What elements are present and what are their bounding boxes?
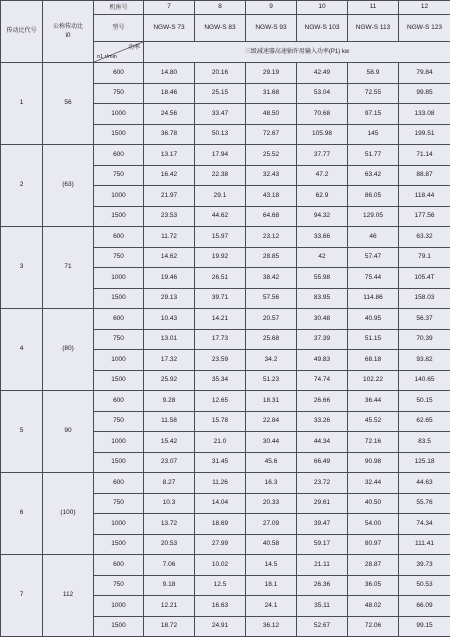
model-cell: NGW-S 103: [297, 15, 348, 42]
power-value-cell: 31.68: [246, 83, 297, 104]
power-value-cell: 23.72: [297, 473, 348, 494]
power-value-cell: 14.21: [195, 309, 246, 330]
power-value-cell: 32.44: [348, 473, 399, 494]
speed-cell: 1000: [94, 268, 144, 289]
power-value-cell: 53.04: [297, 83, 348, 104]
power-value-cell: 20.33: [246, 493, 297, 514]
table-row: [1, 63, 450, 84]
power-value-cell: 48.02: [348, 596, 399, 617]
ratio-code-cell: 5: [1, 391, 43, 473]
frame-cell: 7: [144, 1, 195, 15]
speed-cell: 1000: [94, 350, 144, 371]
power-value-cell: 10.02: [195, 555, 246, 576]
nominal-ratio-cell: (100): [43, 473, 94, 555]
power-value-cell: 23.07: [144, 452, 195, 473]
power-value-cell: 24.91: [195, 616, 246, 637]
power-value-cell: 145: [348, 124, 399, 145]
speed-cell: 600: [94, 473, 144, 494]
speed-cell: 1500: [94, 616, 144, 637]
power-value-cell: 64.68: [246, 206, 297, 227]
power-value-cell: 55.98: [297, 268, 348, 289]
power-value-cell: 48.50: [246, 104, 297, 125]
power-value-cell: 29.61: [297, 493, 348, 514]
power-value-cell: 59.17: [297, 534, 348, 555]
power-value-cell: 140.65: [399, 370, 450, 391]
speed-cell: 750: [94, 493, 144, 514]
power-value-cell: 31.45: [195, 452, 246, 473]
nominal-ratio-cell: 71: [43, 227, 94, 309]
frame-cell: 9: [246, 1, 297, 15]
power-value-cell: 99.15: [399, 616, 450, 637]
power-value-cell: 52.67: [297, 616, 348, 637]
speed-cell: 750: [94, 83, 144, 104]
power-value-cell: 111.41: [399, 534, 450, 555]
speed-cell: 1500: [94, 288, 144, 309]
nominal-ratio-header: [43, 1, 94, 63]
power-value-cell: 125.18: [399, 452, 450, 473]
power-value-cell: 26.66: [297, 391, 348, 412]
power-value-cell: 72.67: [246, 124, 297, 145]
power-value-cell: 38.42: [246, 268, 297, 289]
power-value-cell: 15.78: [195, 411, 246, 432]
power-value-cell: 51.23: [246, 370, 297, 391]
speed-cell: 1000: [94, 104, 144, 125]
power-value-cell: 58.9: [348, 63, 399, 84]
power-value-cell: 25.92: [144, 370, 195, 391]
power-value-cell: 50.15: [399, 391, 450, 412]
power-value-cell: 56.37: [399, 309, 450, 330]
power-value-cell: 17.73: [195, 329, 246, 350]
power-value-cell: 43.18: [246, 186, 297, 207]
power-value-cell: 15.97: [195, 227, 246, 248]
power-value-cell: 16.3: [246, 473, 297, 494]
nominal-ratio-symbol: i0: [43, 33, 93, 40]
power-value-cell: 46: [348, 227, 399, 248]
ratio-code-cell: 2: [1, 145, 43, 227]
header-row-frame: [1, 1, 450, 15]
power-value-cell: 55.76: [399, 493, 450, 514]
frame-cell: 10: [297, 1, 348, 15]
power-value-cell: 24.56: [144, 104, 195, 125]
power-value-cell: 37.77: [297, 145, 348, 166]
power-value-cell: 86.05: [348, 186, 399, 207]
power-value-cell: 12.65: [195, 391, 246, 412]
power-value-cell: 33.26: [297, 411, 348, 432]
model-cell: NGW-S 93: [246, 15, 297, 42]
ratio-code-cell: 3: [1, 227, 43, 309]
power-value-cell: 40.58: [246, 534, 297, 555]
power-value-cell: 36.12: [246, 616, 297, 637]
power-value-cell: 34.2: [246, 350, 297, 371]
power-value-cell: 72.55: [348, 83, 399, 104]
power-value-cell: 44.62: [195, 206, 246, 227]
power-value-cell: 25.68: [246, 329, 297, 350]
power-value-cell: 10.3: [144, 493, 195, 514]
power-value-cell: 70.39: [399, 329, 450, 350]
speed-cell: 750: [94, 575, 144, 596]
power-value-cell: 30.44: [246, 432, 297, 453]
power-value-cell: 19.92: [195, 247, 246, 268]
speed-cell: 600: [94, 309, 144, 330]
power-value-cell: 54.00: [348, 514, 399, 535]
power-value-cell: 57.56: [246, 288, 297, 309]
power-value-cell: 33.47: [195, 104, 246, 125]
power-value-cell: 118.44: [399, 186, 450, 207]
model-header: 型号: [94, 15, 144, 42]
power-value-cell: 39.73: [399, 555, 450, 576]
power-value-cell: 45.52: [348, 411, 399, 432]
power-value-cell: 39.71: [195, 288, 246, 309]
speed-cell: 750: [94, 411, 144, 432]
speed-unit-label: n1 r/min: [97, 55, 117, 61]
frame-cell: 8: [195, 1, 246, 15]
power-value-cell: 20.57: [246, 309, 297, 330]
power-value-cell: 40.95: [348, 309, 399, 330]
power-value-cell: 94.32: [297, 206, 348, 227]
frame-cell: 12: [399, 1, 450, 15]
power-value-cell: 44.63: [399, 473, 450, 494]
speed-cell: 750: [94, 165, 144, 186]
power-value-cell: 36.78: [144, 124, 195, 145]
power-value-cell: 62.65: [399, 411, 450, 432]
power-value-cell: 9.28: [144, 391, 195, 412]
nominal-ratio-cell: (63): [43, 145, 94, 227]
power-value-cell: 13.72: [144, 514, 195, 535]
power-value-cell: 36.44: [348, 391, 399, 412]
power-value-cell: 25.15: [195, 83, 246, 104]
power-value-cell: 14.5: [246, 555, 297, 576]
power-value-cell: 27.99: [195, 534, 246, 555]
power-value-cell: 11.72: [144, 227, 195, 248]
power-value-cell: 63.42: [348, 165, 399, 186]
nominal-ratio-header-text: 公称传动比: [43, 23, 93, 33]
table-row: [1, 555, 450, 576]
power-value-cell: 17.32: [144, 350, 195, 371]
power-value-cell: 105.98: [297, 124, 348, 145]
power-value-cell: 71.14: [399, 145, 450, 166]
speed-cell: 750: [94, 329, 144, 350]
power-value-cell: 66.09: [399, 596, 450, 617]
power-value-cell: 51.15: [348, 329, 399, 350]
power-value-cell: 72.06: [348, 616, 399, 637]
power-value-cell: 29.19: [246, 63, 297, 84]
power-value-cell: 14.80: [144, 63, 195, 84]
power-value-cell: 93.82: [399, 350, 450, 371]
power-value-cell: 25.52: [246, 145, 297, 166]
power-value-cell: 35.11: [297, 596, 348, 617]
power-value-cell: 7.06: [144, 555, 195, 576]
power-value-cell: 29.13: [144, 288, 195, 309]
power-value-cell: 83.95: [297, 288, 348, 309]
power-value-cell: 23.53: [144, 206, 195, 227]
power-value-cell: 62.9: [297, 186, 348, 207]
frame-no-header: 机座号: [94, 1, 144, 15]
power-value-cell: 17.94: [195, 145, 246, 166]
power-value-cell: 44.34: [297, 432, 348, 453]
speed-cell: 1000: [94, 186, 144, 207]
power-value-cell: 19.46: [144, 268, 195, 289]
table-row: [1, 309, 450, 330]
power-value-cell: 29.1: [195, 186, 246, 207]
power-value-cell: 45.6: [246, 452, 297, 473]
power-value-cell: 28.87: [348, 555, 399, 576]
power-value-cell: 51.77: [348, 145, 399, 166]
ratio-code-cell: 6: [1, 473, 43, 555]
power-note: 三级减速器高速轴许用输入功率(P1) kw: [144, 42, 450, 63]
nominal-ratio-cell: (80): [43, 309, 94, 391]
power-value-cell: 42: [297, 247, 348, 268]
power-value-cell: 18.69: [195, 514, 246, 535]
power-value-cell: 74.34: [399, 514, 450, 535]
power-value-cell: 23.59: [195, 350, 246, 371]
power-value-cell: 10.43: [144, 309, 195, 330]
speed-cell: 600: [94, 227, 144, 248]
model-cell: NGW-S 73: [144, 15, 195, 42]
power-value-cell: 66.49: [297, 452, 348, 473]
power-value-cell: 20.53: [144, 534, 195, 555]
power-value-cell: 80.97: [348, 534, 399, 555]
power-value-cell: 158.03: [399, 288, 450, 309]
power-value-cell: 12.5: [195, 575, 246, 596]
power-value-cell: 49.83: [297, 350, 348, 371]
speed-cell: 1500: [94, 206, 144, 227]
power-value-cell: 26.51: [195, 268, 246, 289]
table-row: [1, 391, 450, 412]
power-value-cell: 22.84: [246, 411, 297, 432]
power-value-cell: 9.18: [144, 575, 195, 596]
power-value-cell: 42.49: [297, 63, 348, 84]
power-value-cell: 21.97: [144, 186, 195, 207]
power-value-cell: 79.84: [399, 63, 450, 84]
power-value-cell: 24.1: [246, 596, 297, 617]
power-value-cell: 114.86: [348, 288, 399, 309]
power-value-cell: 50.53: [399, 575, 450, 596]
power-value-cell: 30.48: [297, 309, 348, 330]
power-value-cell: 18.46: [144, 83, 195, 104]
model-cell: NGW-S 113: [348, 15, 399, 42]
frame-cell: 11: [348, 1, 399, 15]
power-value-cell: 129.05: [348, 206, 399, 227]
power-value-cell: 12.21: [144, 596, 195, 617]
speed-cell: 1000: [94, 432, 144, 453]
power-value-cell: 32.43: [246, 165, 297, 186]
power-value-cell: 11.26: [195, 473, 246, 494]
table-row: [1, 227, 450, 248]
power-value-cell: 79.1: [399, 247, 450, 268]
speed-cell: 600: [94, 145, 144, 166]
speed-cell: 1500: [94, 534, 144, 555]
speed-cell: 1000: [94, 596, 144, 617]
power-value-cell: 22.38: [195, 165, 246, 186]
speed-cell: 1000: [94, 514, 144, 535]
power-value-cell: 18.31: [246, 391, 297, 412]
model-cell: NGW-S 83: [195, 15, 246, 42]
power-value-cell: 14.62: [144, 247, 195, 268]
speed-cell: 1500: [94, 124, 144, 145]
speed-power-diagonal-cell: [94, 42, 144, 63]
power-value-cell: 26.36: [297, 575, 348, 596]
power-value-cell: 21.11: [297, 555, 348, 576]
power-value-cell: 102.22: [348, 370, 399, 391]
ratio-code-cell: 7: [1, 555, 43, 637]
ratio-code-cell: 4: [1, 309, 43, 391]
power-value-cell: 18.72: [144, 616, 195, 637]
nominal-ratio-cell: 56: [43, 63, 94, 145]
power-value-cell: 13.01: [144, 329, 195, 350]
power-value-cell: 68.18: [348, 350, 399, 371]
power-value-cell: 18.1: [246, 575, 297, 596]
power-value-cell: 72.16: [348, 432, 399, 453]
ratio-code-cell: 1: [1, 63, 43, 145]
power-value-cell: 15.42: [144, 432, 195, 453]
power-value-cell: 97.15: [348, 104, 399, 125]
power-value-cell: 177.56: [399, 206, 450, 227]
power-value-cell: 33.66: [297, 227, 348, 248]
power-value-cell: 8.27: [144, 473, 195, 494]
ratio-code-header: [1, 1, 43, 63]
speed-cell: 1500: [94, 452, 144, 473]
power-value-cell: 14.04: [195, 493, 246, 514]
nominal-ratio-cell: 90: [43, 391, 94, 473]
power-value-cell: 199.51: [399, 124, 450, 145]
power-value-cell: 63.32: [399, 227, 450, 248]
speed-cell: 600: [94, 63, 144, 84]
power-value-cell: 105.4T: [399, 268, 450, 289]
power-value-cell: 11.58: [144, 411, 195, 432]
power-value-cell: 50.13: [195, 124, 246, 145]
speed-cell: 600: [94, 391, 144, 412]
power-value-cell: 20.16: [195, 63, 246, 84]
table-row: [1, 145, 450, 166]
power-value-cell: 37.39: [297, 329, 348, 350]
speed-cell: 600: [94, 555, 144, 576]
power-value-cell: 47.2: [297, 165, 348, 186]
ratio-code-header-text: 传动比代号: [1, 27, 42, 37]
speed-cell: 750: [94, 247, 144, 268]
power-value-cell: 36.05: [348, 575, 399, 596]
power-label: 功率: [128, 45, 140, 51]
power-value-cell: 75.44: [348, 268, 399, 289]
speed-cell: 1500: [94, 370, 144, 391]
power-value-cell: 133.08: [399, 104, 450, 125]
power-value-cell: 74.74: [297, 370, 348, 391]
power-value-cell: 16.63: [195, 596, 246, 617]
power-value-cell: 21.0: [195, 432, 246, 453]
power-value-cell: 39.47: [297, 514, 348, 535]
model-cell: NGW-S 123: [399, 15, 450, 42]
power-value-cell: 16.42: [144, 165, 195, 186]
nominal-ratio-cell: 112: [43, 555, 94, 637]
table-row: [1, 473, 450, 494]
power-value-cell: 99.85: [399, 83, 450, 104]
power-value-cell: 27.09: [246, 514, 297, 535]
power-value-cell: 40.50: [348, 493, 399, 514]
power-value-cell: 83.5: [399, 432, 450, 453]
power-value-cell: 28.85: [246, 247, 297, 268]
power-value-cell: 35.34: [195, 370, 246, 391]
power-value-cell: 23.12: [246, 227, 297, 248]
power-value-cell: 88.87: [399, 165, 450, 186]
power-value-cell: 57.47: [348, 247, 399, 268]
power-value-cell: 70.68: [297, 104, 348, 125]
power-value-cell: 90.98: [348, 452, 399, 473]
power-value-cell: 13.17: [144, 145, 195, 166]
